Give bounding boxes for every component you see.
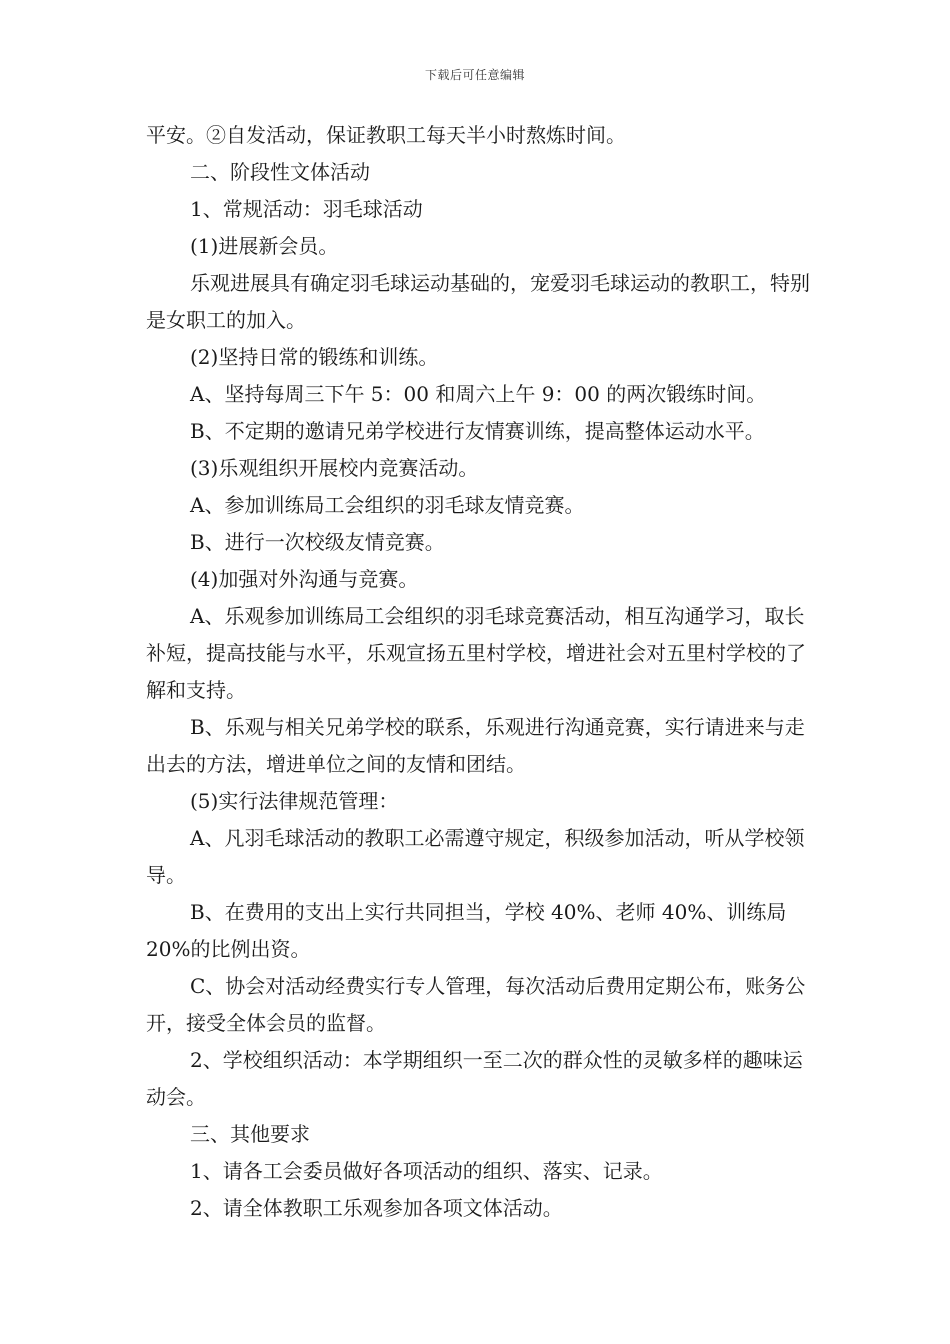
list-item: (2)坚持日常的锻练和训练。 (190, 345, 439, 369)
list-item: (1)进展新会员。 (190, 234, 339, 258)
list-item: B、乐观与相关兄弟学校的联系，乐观进行沟通竞赛，实行请进来与走出去的方法，增进单位之间的友情和团结。 (146, 715, 805, 776)
list-item: (4)加强对外沟通与竞赛。 (190, 567, 419, 591)
list-item: 1、请各工会委员做好各项活动的组织、落实、记录。 (190, 1159, 663, 1183)
list-item: A、参加训练局工会组织的羽毛球友情竞赛。 (190, 493, 585, 517)
subsection-heading: 1、常规活动：羽毛球活动 (190, 197, 423, 221)
list-item: C、协会对活动经费实行专人管理，每次活动后费用定期公布，账务公开，接受全体会员的监督。 (146, 974, 806, 1035)
subsection-heading: 2、学校组织活动：本学期组织一至二次的群众性的灵敏多样的趣味运动会。 (146, 1048, 803, 1109)
list-item: (3)乐观组织开展校内竞赛活动。 (190, 456, 479, 480)
section-heading: 三、其他要求 (190, 1122, 310, 1146)
list-item: A、坚持每周三下午 5：00 和周六上午 9：00 的两次锻练时间。 (190, 382, 767, 406)
list-item: 2、请全体教职工乐观参加各项文体活动。 (190, 1196, 563, 1220)
list-item: B、进行一次校级友情竞赛。 (190, 530, 445, 554)
list-item: A、乐观参加训练局工会组织的羽毛球竞赛活动，相互沟通学习，取长补短，提高技能与水平，乐观宣扬五里村学校，增进社会对五里村学校的了解和支持。 (146, 604, 806, 702)
document-body (146, 117, 812, 1227)
list-item: A、凡羽毛球活动的教职工必需遵守规定，积级参加活动，听从学校领导。 (146, 826, 805, 887)
list-item: B、在费用的支出上实行共同担当，学校 40%、老师 40%、训练局 20%的比例出资。 (146, 900, 787, 961)
section-heading: 二、阶段性文体活动 (190, 160, 370, 184)
paragraph: 平安。②自发活动，保证教职工每天半小时熬炼时间。 (146, 123, 626, 147)
list-item: B、不定期的邀请兄弟学校进行友情赛训练，提高整体运动水平。 (190, 419, 765, 443)
list-item: (5)实行法律规范管理： (190, 789, 399, 813)
paragraph: 乐观进展具有确定羽毛球运动基础的，宠爱羽毛球运动的教职工，特别是女职工的加入。 (146, 271, 810, 332)
page-header: 下载后可任意编辑 (424, 68, 525, 82)
